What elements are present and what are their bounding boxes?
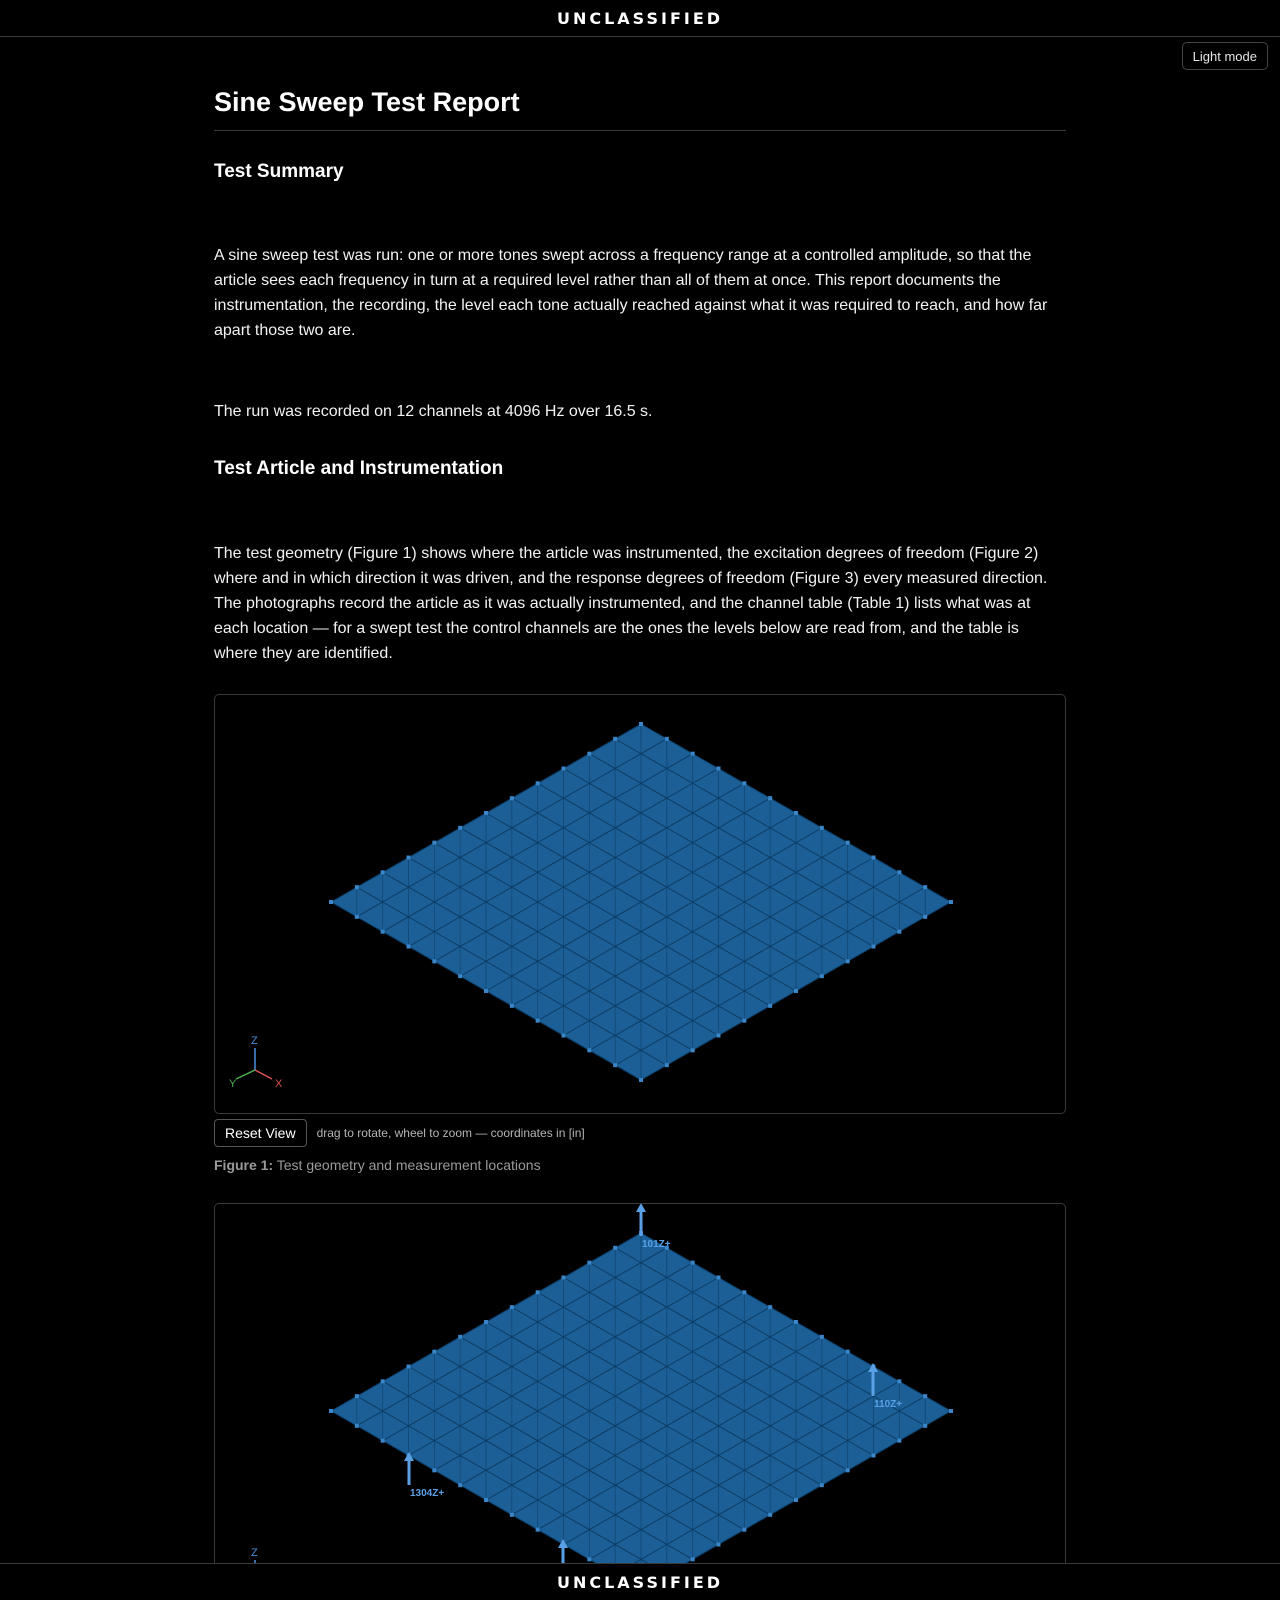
node-marker — [381, 1380, 385, 1384]
node-marker — [846, 1350, 850, 1354]
node-marker — [923, 1424, 927, 1428]
node-marker — [820, 1335, 824, 1339]
node-marker — [820, 974, 824, 978]
geometry-viewer[interactable] — [214, 694, 1066, 1114]
node-marker — [691, 1558, 695, 1562]
axis-triad — [229, 1035, 283, 1090]
node-marker — [432, 960, 436, 964]
node-marker — [407, 1365, 411, 1369]
node-marker — [562, 1034, 566, 1038]
arrow-head — [636, 1204, 646, 1212]
node-marker — [432, 841, 436, 845]
plate-mesh — [329, 1231, 953, 1563]
page-title: Sine Sweep Test Report — [214, 88, 1066, 131]
node-marker — [458, 826, 462, 830]
node-marker — [794, 1320, 798, 1324]
dof-label: 101Z+ — [642, 1239, 671, 1251]
node-marker — [794, 989, 798, 993]
node-marker — [355, 1394, 359, 1398]
node-marker — [691, 752, 695, 756]
node-marker — [742, 1291, 746, 1295]
light-mode-toggle[interactable]: Light mode — [1182, 42, 1268, 70]
node-marker — [897, 1439, 901, 1443]
node-marker — [742, 1528, 746, 1532]
node-marker — [923, 885, 927, 889]
excitation-dof-viewer[interactable] — [214, 1203, 1066, 1563]
node-marker — [768, 796, 772, 800]
node-marker — [355, 1424, 359, 1428]
classification-banner-bottom: UNCLASSIFIED — [0, 1563, 1280, 1600]
node-marker — [897, 871, 901, 875]
z-axis-label: Z — [251, 1035, 258, 1048]
node-marker — [329, 900, 333, 904]
recording-info-paragraph: The run was recorded on 12 channels at 4096 Hz over 16.5 s. — [214, 403, 653, 421]
section-heading-instrumentation: Test Article and Instrumentation — [214, 458, 504, 480]
node-marker — [846, 1469, 850, 1473]
node-marker — [484, 1320, 488, 1324]
node-marker — [742, 1019, 746, 1023]
node-marker — [897, 930, 901, 934]
node-marker — [820, 1483, 824, 1487]
node-marker — [768, 1004, 772, 1008]
node-marker — [794, 811, 798, 815]
node-marker — [613, 737, 617, 741]
section-heading-test-summary: Test Summary — [214, 160, 344, 182]
node-marker — [897, 1380, 901, 1384]
node-marker — [329, 1409, 333, 1413]
node-marker — [872, 856, 876, 860]
node-marker — [717, 767, 721, 771]
node-marker — [536, 1019, 540, 1023]
node-marker — [536, 1291, 540, 1295]
node-marker — [381, 930, 385, 934]
node-marker — [613, 1246, 617, 1250]
dof-label: 1304Z+ — [410, 1488, 445, 1500]
node-marker — [717, 1276, 721, 1280]
node-marker — [639, 1078, 643, 1082]
node-marker — [768, 1513, 772, 1517]
node-marker — [355, 915, 359, 919]
node-marker — [587, 1261, 591, 1265]
excitation-dof-canvas[interactable] — [215, 1204, 1066, 1563]
node-marker — [872, 945, 876, 949]
node-marker — [768, 1305, 772, 1309]
x-axis-line — [255, 1070, 272, 1079]
classification-banner-top: UNCLASSIFIED — [0, 0, 1280, 37]
node-marker — [613, 1063, 617, 1067]
node-marker — [562, 767, 566, 771]
node-marker — [458, 1335, 462, 1339]
node-marker — [846, 841, 850, 845]
node-marker — [691, 1049, 695, 1053]
node-marker — [432, 1350, 436, 1354]
node-marker — [742, 782, 746, 786]
node-marker — [587, 752, 591, 756]
node-marker — [587, 1049, 591, 1053]
node-marker — [923, 1394, 927, 1398]
node-marker — [407, 945, 411, 949]
node-marker — [432, 1469, 436, 1473]
node-marker — [794, 1498, 798, 1502]
report-body — [214, 37, 1066, 1563]
x-axis-label: X — [275, 1078, 283, 1091]
dof-label: 110Z+ — [874, 1399, 903, 1411]
node-marker — [820, 826, 824, 830]
node-marker — [562, 1276, 566, 1280]
node-marker — [510, 796, 514, 800]
node-marker — [458, 1483, 462, 1487]
figure-1-caption-text: Test geometry and measurement locations — [276, 1157, 541, 1174]
node-marker — [717, 1543, 721, 1547]
node-marker — [717, 1034, 721, 1038]
node-marker — [587, 1558, 591, 1562]
node-marker — [923, 915, 927, 919]
node-marker — [949, 900, 953, 904]
node-marker — [536, 782, 540, 786]
node-marker — [949, 1409, 953, 1413]
axis-triad — [251, 1547, 258, 1563]
node-marker — [381, 1439, 385, 1443]
node-marker — [691, 1261, 695, 1265]
node-marker — [510, 1305, 514, 1309]
z-axis-label: Z — [251, 1547, 258, 1560]
geometry-canvas[interactable] — [215, 695, 1066, 1114]
node-marker — [484, 1498, 488, 1502]
node-marker — [484, 811, 488, 815]
summary-paragraph: A sine sweep test was run: one or more tones swept across a frequency range at a controlled amplitude, so that the article sees each frequency in turn at a required level rather than all of them at once. This report documents the instrumentation, the recording, the level each tone actually reached against what it was required to reach, and how far apart those two are. — [214, 247, 1048, 340]
node-marker — [355, 885, 359, 889]
node-marker — [458, 974, 462, 978]
node-marker — [407, 856, 411, 860]
instrumentation-paragraph: The test geometry (Figure 1) shows where the article was instrumented, the excitation degrees of freedom (Figure 2) where and in which direction it was driven, and the response degrees of freedom (Figure 3) every measured direction. The photographs record the article as it was actually instrumented, and the channel table (Table 1) lists what was at each location — for a swept test the control channels are the ones the levels below are read from, and the table is where they are identified. — [214, 545, 1048, 663]
node-marker — [510, 1004, 514, 1008]
node-marker — [484, 989, 488, 993]
node-marker — [510, 1513, 514, 1517]
y-axis-line — [236, 1070, 255, 1079]
node-marker — [872, 1454, 876, 1458]
figure-1-caption — [214, 1157, 1066, 1173]
node-marker — [381, 871, 385, 875]
excitation-dof-arrow — [636, 1204, 671, 1250]
reset-view-button[interactable]: Reset View — [214, 1119, 307, 1147]
plate-mesh — [329, 722, 953, 1082]
node-marker — [665, 737, 669, 741]
node-marker — [536, 1528, 540, 1532]
viewer-hint: drag to rotate, wheel to zoom — coordinates in [in] — [316, 1126, 585, 1141]
node-marker — [665, 1063, 669, 1067]
figure-1-label: Figure 1: — [214, 1157, 274, 1174]
y-axis-label: Y — [229, 1078, 237, 1091]
node-marker — [846, 960, 850, 964]
node-marker — [639, 722, 643, 726]
